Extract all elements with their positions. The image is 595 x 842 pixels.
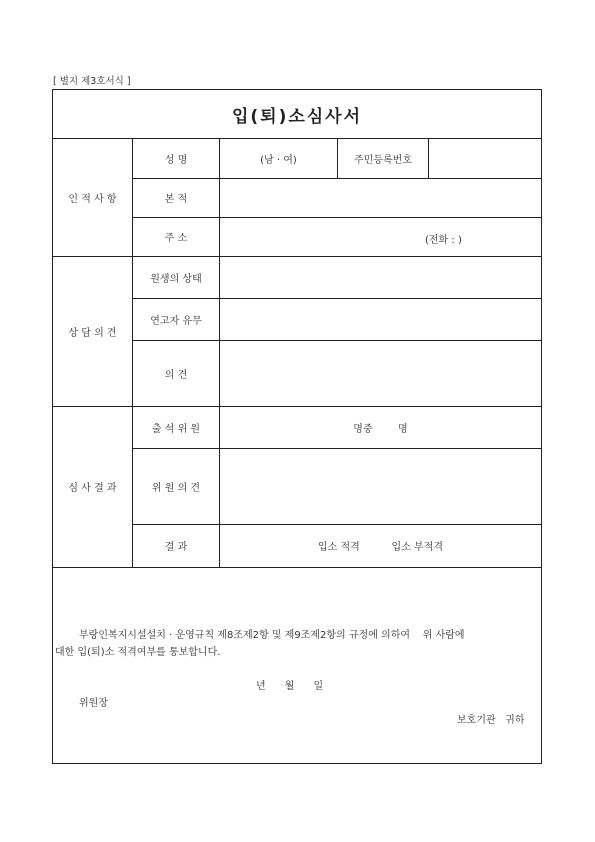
notice-line-1: 부랑인복지시설설치 · 운영규칙 제8조제2항 및 제9조제2항의 규정에 의하여 위 사람에 — [79, 630, 465, 641]
resident-number-label: 주민등록번호 — [354, 154, 412, 166]
section-identity: 인 적 사 항 — [68, 193, 117, 205]
review-form — [52, 89, 542, 764]
address-label: 주 소 — [164, 233, 188, 244]
living-condition-field[interactable] — [220, 256, 541, 298]
divider — [53, 567, 541, 568]
resident-number-field[interactable] — [429, 138, 541, 178]
address-field[interactable] — [220, 217, 541, 256]
member-opinion-field[interactable] — [220, 448, 541, 524]
attending-members-label: 출 석 위 원 — [151, 423, 201, 435]
domicile-field[interactable] — [220, 178, 541, 217]
notice-line-2: 대한 입(퇴)소 적격여부를 통보합니다. — [55, 647, 221, 658]
attending-count-field[interactable]: 명중 명 — [353, 423, 408, 435]
result-label: 결 과 — [164, 542, 188, 553]
date-line: 년 월 일 — [256, 681, 324, 692]
relatives-field[interactable] — [220, 298, 541, 340]
section-review: 심 사 결 과 — [68, 483, 117, 494]
gender-field[interactable]: (남 · 여) — [260, 154, 297, 166]
relatives-label: 연고자 유무 — [150, 315, 202, 327]
name-label: 성 명 — [164, 154, 188, 166]
result-options[interactable]: 입소 적격 입소 부적격 — [317, 542, 444, 553]
section-counsel: 상 담 의 견 — [68, 327, 117, 339]
recipient-line: 보호기관 귀하 — [457, 715, 525, 726]
member-opinion-label: 위 원 의 견 — [151, 482, 201, 494]
form-title: 입(퇴)소심사서 — [53, 90, 541, 139]
phone-label: (전화 : ) — [425, 235, 462, 246]
opinion-field[interactable] — [220, 340, 541, 406]
domicile-label: 본 적 — [164, 194, 188, 205]
living-condition-label: 원생의 상태 — [150, 273, 202, 285]
chair-label: 위원장 — [79, 698, 108, 709]
opinion-label: 의 견 — [164, 369, 188, 381]
form-number-label: [ 별지 제3호서식 ] — [53, 76, 131, 87]
